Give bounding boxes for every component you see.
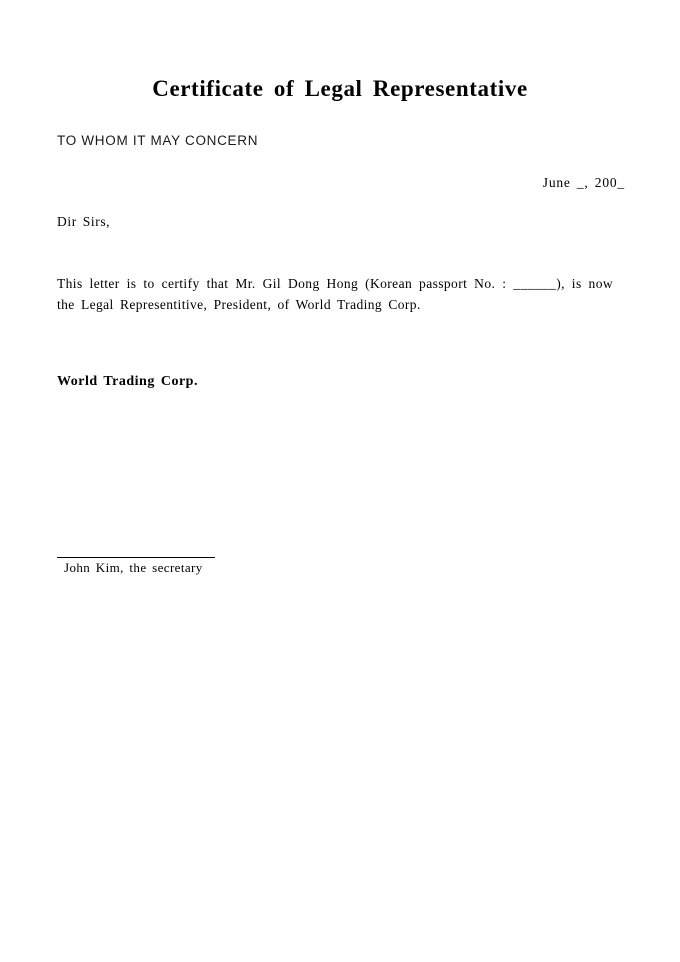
body-paragraph: This letter is to certify that Mr. Gil Dong Hong (Korean passport No. : ______), is now the Legal Representitive, President, of World Trading Corp. (57, 276, 613, 312)
salutation-line: Dir Sirs, (57, 214, 111, 229)
addressee-line: TO WHOM IT MAY CONCERN (57, 133, 259, 148)
page-title: Certificate of Legal Representative (152, 76, 528, 101)
signature-rule (57, 557, 215, 558)
signatory-name: John Kim, the secretary (64, 560, 203, 575)
date-line: June _, 200_ (542, 175, 625, 190)
company-name: World Trading Corp. (57, 374, 198, 389)
